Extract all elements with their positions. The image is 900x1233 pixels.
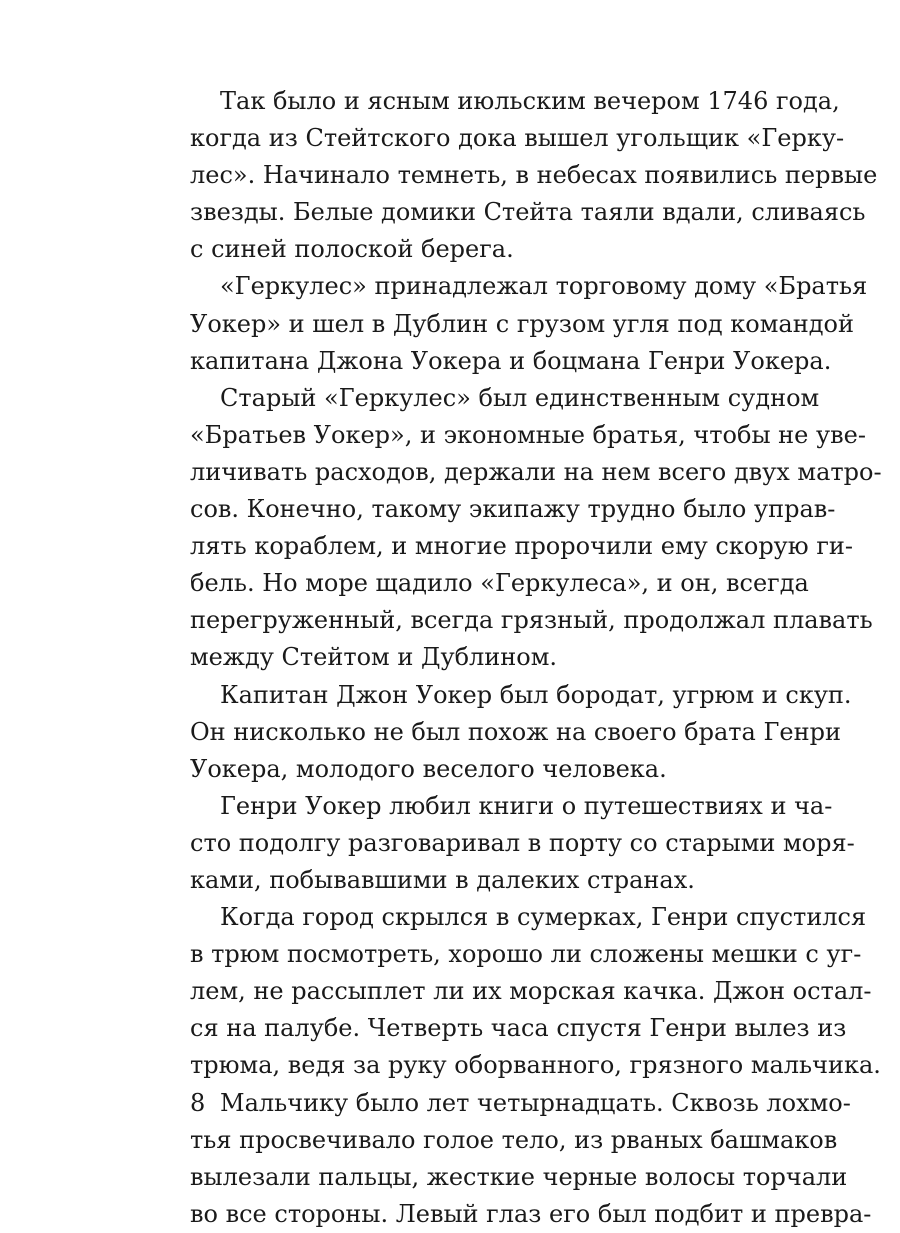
paragraph <box>190 899 881 1084</box>
page-number: 8 <box>190 1089 206 1117</box>
text-line: бель. Но море щадило «Геркулеса», и он, всегда <box>190 569 809 598</box>
text-line: лем, не рассыплет ли их морская качка. Джон остал- <box>190 977 872 1006</box>
text-line: звезды. Белые домики Стейта таяли вдали, сливаясь <box>190 198 866 227</box>
paragraph <box>190 1085 872 1233</box>
text-line: Старый «Геркулес» был единственным судном <box>220 383 820 412</box>
text-line: вылезали пальцы, жесткие черные волосы торчали <box>190 1162 848 1191</box>
text-line: лять кораблем, и многие пророчили ему скорую ги- <box>190 532 853 561</box>
text-line: Уокера, молодого веселого человека. <box>190 754 667 783</box>
paragraph <box>190 677 852 788</box>
text-line: Генри Уокер любил книги о путешествиях и ча- <box>220 791 833 820</box>
text-line: трюма, ведя за руку оборванного, грязного мальчика. <box>190 1051 881 1080</box>
text-line: между Стейтом и Дублином. <box>190 643 558 672</box>
text-line: капитана Джона Уокера и боцмана Генри Уокера. <box>190 346 832 375</box>
text-line: Капитан Джон Уокер был бородат, угрюм и скуп. <box>220 680 852 709</box>
text-line: когда из Стейтского дока вышел угольщик «Герку- <box>190 124 845 153</box>
paragraph <box>190 788 855 899</box>
body-text <box>190 83 882 1233</box>
text-line: Мальчику было лет четырнадцать. Сквозь лохмо- <box>220 1088 851 1117</box>
text-line: Уокер» и шел в Дублин с грузом угля под командой <box>190 309 854 338</box>
text-line: тья просвечивало голое тело, из рваных башмаков <box>190 1125 838 1154</box>
text-line: перегруженный, всегда грязный, продолжал плавать <box>190 606 873 635</box>
text-line: ками, побывавшими в далеких странах. <box>190 865 695 894</box>
paragraph <box>190 380 882 677</box>
paragraph <box>190 268 868 379</box>
text-line: Когда город скрылся в сумерках, Генри спустился <box>220 903 867 932</box>
text-line: в трюм посмотреть, хорошо ли сложены мешки с уг- <box>190 940 862 969</box>
text-line: Он нисколько не был похож на своего брата Генри <box>190 717 841 746</box>
paragraph <box>190 83 878 268</box>
text-line: сов. Конечно, такому экипажу трудно было управ- <box>190 495 836 524</box>
text-line: с синей полоской берега. <box>190 235 514 264</box>
text-line: лес». Начинало темнеть, в небесах появились первые <box>190 161 878 190</box>
text-line: во все стороны. Левый глаз его был подбит и превра- <box>190 1199 872 1228</box>
text-line: Так было и ясным июльским вечером 1746 года, <box>220 87 840 115</box>
text-line: ся на палубе. Четверть часа спустя Генри вылез из <box>190 1014 847 1043</box>
text-line: сто подолгу разговаривал в порту со старыми моря- <box>190 828 855 857</box>
text-line: «Братьев Уокер», и экономные братья, чтобы не уве- <box>190 420 866 449</box>
text-line: личивать расходов, держали на нем всего двух матро- <box>190 457 882 486</box>
text-line: «Геркулес» принадлежал торговому дому «Братья <box>220 272 868 301</box>
